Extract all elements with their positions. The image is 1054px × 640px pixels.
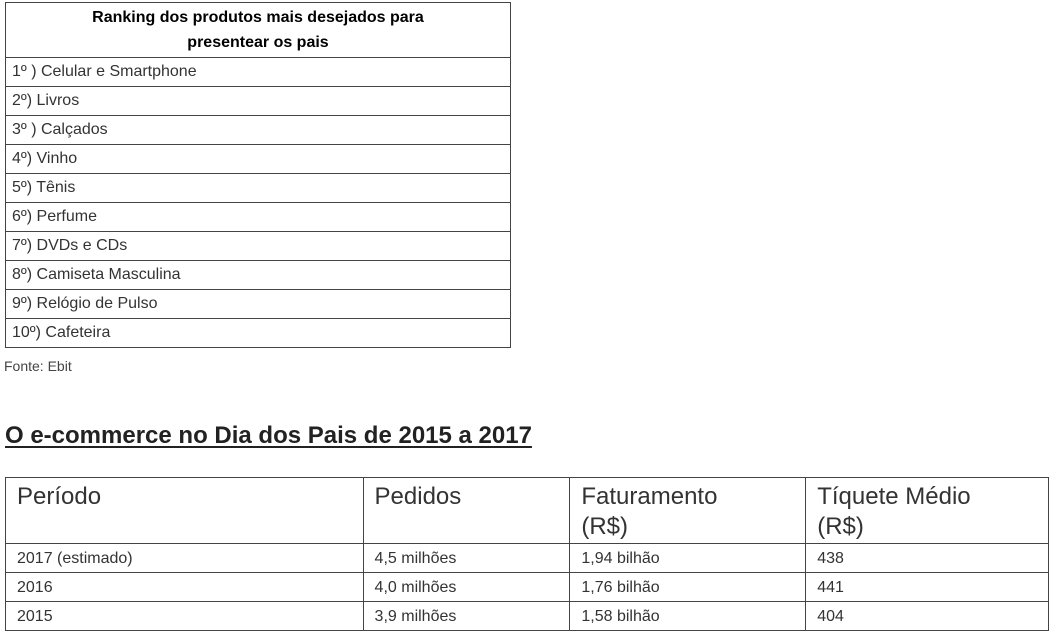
ranking-item: 8º) Camiseta Masculina (6, 261, 511, 290)
header-ticket (806, 478, 1049, 544)
header-revenue-line1: Faturamento (581, 483, 718, 510)
header-period-label: Período (17, 483, 102, 510)
table-row (6, 602, 1049, 631)
cell-orders: 4,0 milhões (363, 573, 570, 602)
ranking-item: 2º) Livros (6, 87, 511, 116)
ranking-row (6, 58, 511, 87)
ranking-item: 9º) Relógio de Pulso (6, 290, 511, 319)
header-orders (363, 478, 570, 544)
header-ticket-line2: (R$) (817, 513, 864, 540)
ranking-row (6, 203, 511, 232)
cell-revenue: 1,76 bilhão (570, 573, 806, 602)
ranking-row (6, 319, 511, 348)
ecommerce-table (5, 477, 1049, 631)
ranking-row (6, 174, 511, 203)
ranking-item: 3º ) Calçados (6, 116, 511, 145)
cell-orders: 3,9 milhões (363, 602, 570, 631)
ranking-title (6, 3, 511, 58)
cell-ticket: 404 (806, 602, 1049, 631)
cell-period: 2016 (6, 573, 364, 602)
cell-ticket: 438 (806, 544, 1049, 573)
table-row (6, 573, 1049, 602)
ranking-item: 6º) Perfume (6, 203, 511, 232)
ranking-row (6, 290, 511, 319)
ranking-row (6, 261, 511, 290)
header-revenue (570, 478, 806, 544)
cell-revenue: 1,94 bilhão (570, 544, 806, 573)
ecommerce-header-row (6, 478, 1049, 544)
cell-ticket: 441 (806, 573, 1049, 602)
header-orders-label: Pedidos (374, 483, 462, 510)
header-ticket-line1: Tíquete Médio (817, 483, 971, 510)
ranking-title-line2: presentear os pais (187, 34, 329, 51)
cell-period: 2015 (6, 602, 364, 631)
ranking-row (6, 116, 511, 145)
cell-revenue: 1,58 bilhão (570, 602, 806, 631)
header-revenue-line2: (R$) (581, 513, 629, 540)
source-note: Fonte: Ebit (4, 358, 72, 374)
ranking-item: 10º) Cafeteira (6, 319, 511, 348)
ranking-row (6, 145, 511, 174)
section-title: O e-commerce no Dia dos Pais de 2015 a 2017 (5, 422, 532, 449)
ranking-title-line1: Ranking dos produtos mais desejados para (92, 9, 424, 26)
ranking-item: 4º) Vinho (6, 145, 511, 174)
ranking-row (6, 87, 511, 116)
ranking-header-row (6, 3, 511, 58)
ranking-item: 1º ) Celular e Smartphone (6, 58, 511, 87)
table-row (6, 544, 1049, 573)
ranking-row (6, 232, 511, 261)
cell-period: 2017 (estimado) (6, 544, 364, 573)
header-period (6, 478, 364, 544)
ranking-item: 7º) DVDs e CDs (6, 232, 511, 261)
ranking-item: 5º) Tênis (6, 174, 511, 203)
cell-orders: 4,5 milhões (363, 544, 570, 573)
ranking-table (5, 2, 511, 348)
